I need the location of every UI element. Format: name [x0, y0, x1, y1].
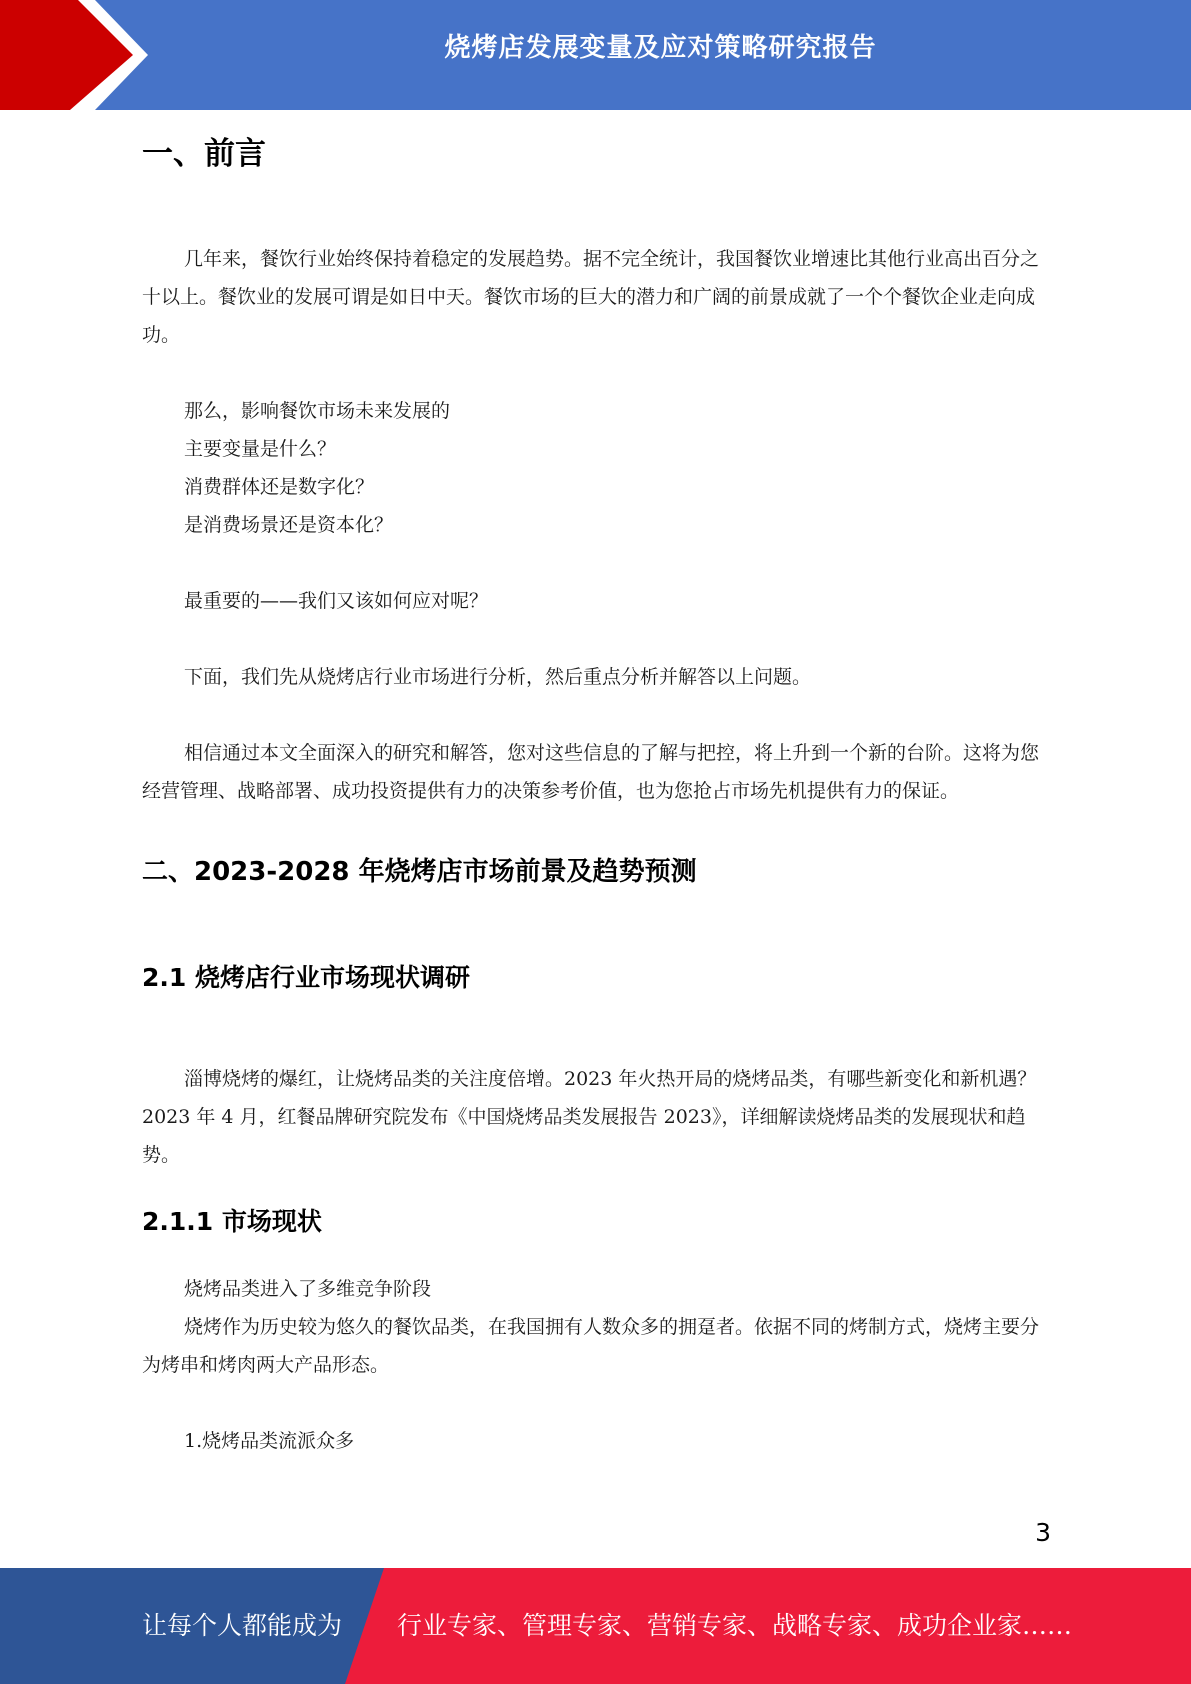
page-footer — [0, 1568, 1191, 1684]
header-chevron-logo — [0, 0, 160, 110]
subsection-heading: 2.1 烧烤店行业市场现状调研 — [142, 963, 470, 992]
paragraph: 烧烤作为历史较为悠久的餐饮品类，在我国拥有人数众多的拥趸者。依据不同的烤制方式，烧烤主要分为烤串和烤肉两大产品形态。 — [142, 1316, 1040, 1376]
page-number: 3 — [1035, 1518, 1051, 1547]
subsubsection-heading: 2.1.1 市场现状 — [142, 1207, 322, 1236]
paragraph: 淄博烧烤的爆红，让烧烤品类的关注度倍增。2023 年火热开局的烧烤品类，有哪些新变化和新机遇？2023 年 4 月，红餐品牌研究院发布《中国烧烤品类发展报告 2023》，详细解读烧烤品类的发展现状和趋势。 — [142, 1068, 1037, 1166]
question-line: 是消费场景还是资本化？ — [184, 514, 394, 536]
paragraph: 几年来，餐饮行业始终保持着稳定的发展趋势。据不完全统计，我国餐饮业增速比其他行业高出百分之十以上。餐饮业的发展可谓是如日中天。餐饮市场的巨大的潜力和广阔的前景成就了一个个餐饮企业走向成功。 — [142, 248, 1040, 346]
question-line: 那么，影响餐饮市场未来发展的 — [184, 400, 451, 422]
report-title: 烧烤店发展变量及应对策略研究报告 — [444, 33, 877, 63]
question-line: 主要变量是什么？ — [184, 438, 337, 460]
question-line: 消费群体还是数字化？ — [184, 476, 375, 498]
document-body — [142, 126, 1047, 1460]
question-line: 最重要的——我们又该如何应对呢？ — [184, 590, 489, 612]
paragraph: 下面，我们先从烧烤店行业市场进行分析，然后重点分析并解答以上问题。 — [184, 666, 812, 688]
list-item: 1.烧烤品类流派众多 — [184, 1430, 355, 1452]
footer-slogan-right: 行业专家、管理专家、营销专家、战略专家、成功企业家…… — [397, 1611, 1073, 1640]
footer-slogan-left: 让每个人都能成为 — [142, 1611, 343, 1640]
section-heading-preface: 一、前言 — [142, 136, 266, 172]
page-header — [0, 0, 1191, 110]
section-heading-forecast: 二、2023-2028 年烧烤店市场前景及趋势预测 — [142, 857, 697, 887]
paragraph: 烧烤品类进入了多维竞争阶段 — [184, 1278, 432, 1300]
paragraph: 相信通过本文全面深入的研究和解答，您对这些信息的了解与把控，将上升到一个新的台阶。这将为您经营管理、战略部署、成功投资提供有力的决策参考价值，也为您抢占市场先机提供有力的保证。 — [142, 742, 1040, 802]
